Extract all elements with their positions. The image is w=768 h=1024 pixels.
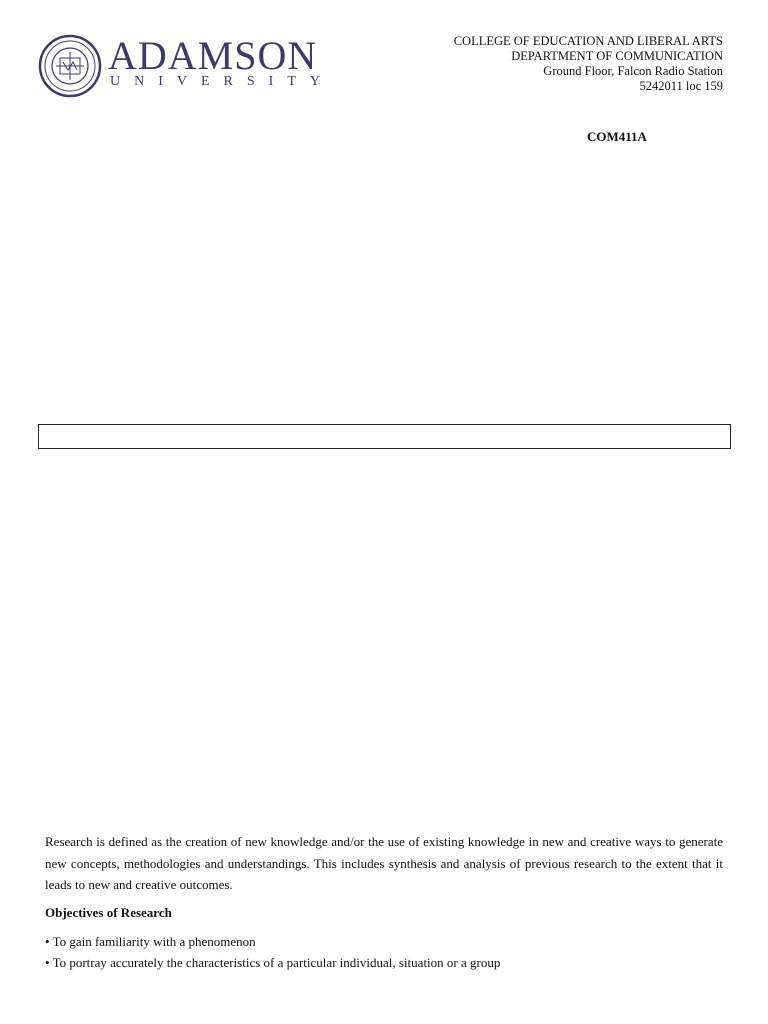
college-header <box>454 34 723 94</box>
research-definition-paragraph: Research is defined as the creation of new knowledge and/or the use of existing knowledge in new and creative ways to generate new concepts, methodologies and understandings. This includes synthesis and analysis of previous research to the extent that it leads to new and creative outcomes. <box>45 834 723 892</box>
department-name: DEPARTMENT OF COMMUNICATION <box>511 49 723 63</box>
university-logo <box>38 34 338 98</box>
office-location: Ground Floor, Falcon Radio Station <box>543 64 723 78</box>
office-phone: 5242011 loc 159 <box>639 79 723 93</box>
section-heading: Objectives of Research <box>45 904 172 920</box>
college-name: COLLEGE OF EDUCATION AND LIBERAL ARTS <box>453 34 723 48</box>
title-box <box>38 424 731 449</box>
list-item: • To portray accurately the characteristics of a particular individual, situation or a group <box>45 955 501 970</box>
objectives-list <box>45 931 723 974</box>
document-body <box>45 831 723 974</box>
course-code: COM411A <box>587 129 647 144</box>
university-seal-icon <box>38 34 102 98</box>
logo-wordmark-top: ADAMSON <box>108 33 318 78</box>
logo-wordmark-bottom: UNIVERSITY <box>110 74 334 89</box>
list-item: • To gain familiarity with a phenomenon <box>45 933 256 949</box>
